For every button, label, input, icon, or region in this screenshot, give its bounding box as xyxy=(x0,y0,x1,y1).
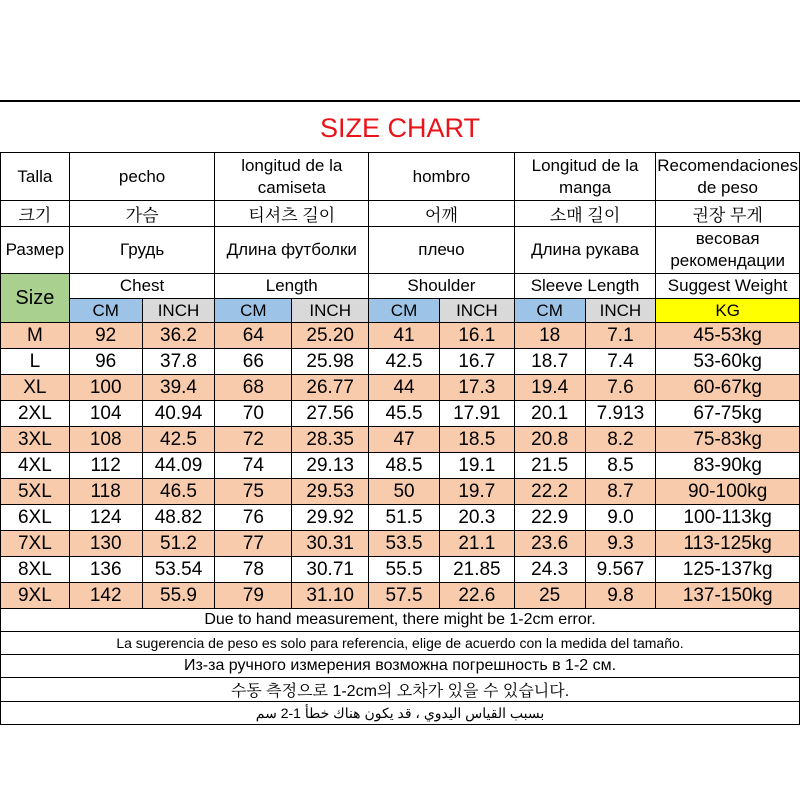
header-row-es xyxy=(1,153,800,201)
header-row-ko xyxy=(1,201,800,227)
size-cell: 3XL xyxy=(1,427,70,453)
header-ru-cell: Длина рукава xyxy=(514,227,656,274)
value-cell: 79 xyxy=(215,583,292,609)
note-row xyxy=(1,678,800,702)
header-es-cell: pecho xyxy=(69,153,215,201)
header-en-cell: Shoulder xyxy=(369,274,515,299)
value-cell: 55.9 xyxy=(142,583,215,609)
value-cell: 74 xyxy=(215,453,292,479)
header-es-cell: Longitud de la manga xyxy=(514,153,656,201)
value-cell: 9.8 xyxy=(585,583,656,609)
value-cell: 7.6 xyxy=(585,375,656,401)
size-cell: 9XL xyxy=(1,583,70,609)
header-es-cell: hombro xyxy=(369,153,515,201)
size-cell: L xyxy=(1,349,70,375)
unit-cell: CM xyxy=(69,299,142,323)
table-row xyxy=(1,323,800,349)
value-cell: 67-75kg xyxy=(656,401,800,427)
value-cell: 96 xyxy=(69,349,142,375)
table-row xyxy=(1,453,800,479)
size-cell: XL xyxy=(1,375,70,401)
value-cell: 21.1 xyxy=(439,531,514,557)
value-cell: 53.5 xyxy=(369,531,440,557)
value-cell: 39.4 xyxy=(142,375,215,401)
unit-cell: INCH xyxy=(439,299,514,323)
value-cell: 108 xyxy=(69,427,142,453)
value-cell: 29.13 xyxy=(292,453,369,479)
value-cell: 76 xyxy=(215,505,292,531)
size-cell: 6XL xyxy=(1,505,70,531)
value-cell: 19.4 xyxy=(514,375,585,401)
note-text: Из-за ручного измерения возможна погрешность в 1-2 см. xyxy=(1,655,800,678)
size-cell: 2XL xyxy=(1,401,70,427)
value-cell: 77 xyxy=(215,531,292,557)
value-cell: 72 xyxy=(215,427,292,453)
value-cell: 25 xyxy=(514,583,585,609)
header-en-cell: Sleeve Length xyxy=(514,274,656,299)
value-cell: 36.2 xyxy=(142,323,215,349)
value-cell: 7.4 xyxy=(585,349,656,375)
size-table xyxy=(0,152,800,725)
note-text: Due to hand measurement, there might be 1-2cm error. xyxy=(1,609,800,632)
note-row xyxy=(1,702,800,725)
value-cell: 7.913 xyxy=(585,401,656,427)
unit-cell: CM xyxy=(514,299,585,323)
value-cell: 83-90kg xyxy=(656,453,800,479)
value-cell: 20.8 xyxy=(514,427,585,453)
table-row xyxy=(1,583,800,609)
header-ko-cell: 티셔츠 길이 xyxy=(215,201,369,227)
value-cell: 50 xyxy=(369,479,440,505)
value-cell: 70 xyxy=(215,401,292,427)
value-cell: 45-53kg xyxy=(656,323,800,349)
note-row xyxy=(1,632,800,655)
value-cell: 47 xyxy=(369,427,440,453)
value-cell: 57.5 xyxy=(369,583,440,609)
value-cell: 24.3 xyxy=(514,557,585,583)
value-cell: 7.1 xyxy=(585,323,656,349)
value-cell: 112 xyxy=(69,453,142,479)
header-ru-cell: Размер xyxy=(1,227,70,274)
value-cell: 27.56 xyxy=(292,401,369,427)
header-ru-cell: весовая рекомендации xyxy=(656,227,800,274)
value-cell: 30.31 xyxy=(292,531,369,557)
header-row-ru xyxy=(1,227,800,274)
value-cell: 66 xyxy=(215,349,292,375)
header-ko-cell: 가슴 xyxy=(69,201,215,227)
note-row xyxy=(1,655,800,678)
value-cell: 124 xyxy=(69,505,142,531)
value-cell: 22.2 xyxy=(514,479,585,505)
value-cell: 136 xyxy=(69,557,142,583)
value-cell: 16.7 xyxy=(439,349,514,375)
size-header: Size xyxy=(1,274,70,323)
value-cell: 44 xyxy=(369,375,440,401)
value-cell: 17.91 xyxy=(439,401,514,427)
unit-row xyxy=(1,299,800,323)
value-cell: 44.09 xyxy=(142,453,215,479)
value-cell: 60-67kg xyxy=(656,375,800,401)
size-cell: 8XL xyxy=(1,557,70,583)
value-cell: 100 xyxy=(69,375,142,401)
size-cell: 4XL xyxy=(1,453,70,479)
value-cell: 137-150kg xyxy=(656,583,800,609)
unit-cell: INCH xyxy=(292,299,369,323)
value-cell: 30.71 xyxy=(292,557,369,583)
header-en-cell: Suggest Weight xyxy=(656,274,800,299)
value-cell: 51.5 xyxy=(369,505,440,531)
value-cell: 48.82 xyxy=(142,505,215,531)
header-row-en xyxy=(1,274,800,299)
value-cell: 42.5 xyxy=(369,349,440,375)
value-cell: 45.5 xyxy=(369,401,440,427)
table-row xyxy=(1,557,800,583)
value-cell: 51.2 xyxy=(142,531,215,557)
table-row xyxy=(1,505,800,531)
value-cell: 48.5 xyxy=(369,453,440,479)
value-cell: 68 xyxy=(215,375,292,401)
value-cell: 25.98 xyxy=(292,349,369,375)
unit-cell: CM xyxy=(369,299,440,323)
header-ru-cell: Грудь xyxy=(69,227,215,274)
value-cell: 64 xyxy=(215,323,292,349)
table-row xyxy=(1,479,800,505)
value-cell: 42.5 xyxy=(142,427,215,453)
header-ko-cell: 크기 xyxy=(1,201,70,227)
value-cell: 92 xyxy=(69,323,142,349)
value-cell: 9.0 xyxy=(585,505,656,531)
unit-cell: INCH xyxy=(142,299,215,323)
header-es-cell: longitud de la camiseta xyxy=(215,153,369,201)
value-cell: 130 xyxy=(69,531,142,557)
value-cell: 22.6 xyxy=(439,583,514,609)
value-cell: 75-83kg xyxy=(656,427,800,453)
value-cell: 78 xyxy=(215,557,292,583)
table-row xyxy=(1,427,800,453)
value-cell: 26.77 xyxy=(292,375,369,401)
value-cell: 75 xyxy=(215,479,292,505)
value-cell: 21.5 xyxy=(514,453,585,479)
value-cell: 8.7 xyxy=(585,479,656,505)
size-cell: M xyxy=(1,323,70,349)
note-text: بسبب القياس اليدوي ، قد يكون هناك خطأ 1-2 سم xyxy=(1,702,800,725)
header-es-cell: Recomendaciones de peso xyxy=(656,153,800,201)
value-cell: 104 xyxy=(69,401,142,427)
value-cell: 113-125kg xyxy=(656,531,800,557)
value-cell: 37.8 xyxy=(142,349,215,375)
header-ru-cell: Длина футболки xyxy=(215,227,369,274)
value-cell: 41 xyxy=(369,323,440,349)
value-cell: 25.20 xyxy=(292,323,369,349)
value-cell: 18.7 xyxy=(514,349,585,375)
header-en-cell: Length xyxy=(215,274,369,299)
value-cell: 8.5 xyxy=(585,453,656,479)
value-cell: 53-60kg xyxy=(656,349,800,375)
value-cell: 29.53 xyxy=(292,479,369,505)
table-row xyxy=(1,401,800,427)
value-cell: 9.3 xyxy=(585,531,656,557)
value-cell: 28.35 xyxy=(292,427,369,453)
size-cell: 5XL xyxy=(1,479,70,505)
value-cell: 118 xyxy=(69,479,142,505)
value-cell: 31.10 xyxy=(292,583,369,609)
value-cell: 142 xyxy=(69,583,142,609)
header-es-cell: Talla xyxy=(1,153,70,201)
header-ru-cell: плечо xyxy=(369,227,515,274)
header-ko-cell: 권장 무게 xyxy=(656,201,800,227)
note-text: 수동 측정으로 1-2cm의 오차가 있을 수 있습니다. xyxy=(1,678,800,702)
value-cell: 19.1 xyxy=(439,453,514,479)
value-cell: 20.1 xyxy=(514,401,585,427)
value-cell: 18.5 xyxy=(439,427,514,453)
value-cell: 46.5 xyxy=(142,479,215,505)
value-cell: 125-137kg xyxy=(656,557,800,583)
chart-title: SIZE CHART xyxy=(0,100,800,152)
header-en-cell: Chest xyxy=(69,274,215,299)
value-cell: 53.54 xyxy=(142,557,215,583)
value-cell: 21.85 xyxy=(439,557,514,583)
size-cell: 7XL xyxy=(1,531,70,557)
value-cell: 22.9 xyxy=(514,505,585,531)
header-ko-cell: 어깨 xyxy=(369,201,515,227)
value-cell: 55.5 xyxy=(369,557,440,583)
value-cell: 18 xyxy=(514,323,585,349)
unit-cell: CM xyxy=(215,299,292,323)
note-row xyxy=(1,609,800,632)
value-cell: 8.2 xyxy=(585,427,656,453)
value-cell: 100-113kg xyxy=(656,505,800,531)
header-ko-cell: 소매 길이 xyxy=(514,201,656,227)
value-cell: 19.7 xyxy=(439,479,514,505)
table-row xyxy=(1,531,800,557)
value-cell: 90-100kg xyxy=(656,479,800,505)
note-text: La sugerencia de peso es solo para referencia, elige de acuerdo con la medida del tamaño. xyxy=(1,632,800,655)
value-cell: 9.567 xyxy=(585,557,656,583)
value-cell: 17.3 xyxy=(439,375,514,401)
value-cell: 16.1 xyxy=(439,323,514,349)
unit-cell: INCH xyxy=(585,299,656,323)
value-cell: 29.92 xyxy=(292,505,369,531)
table-row xyxy=(1,349,800,375)
table-row xyxy=(1,375,800,401)
value-cell: 23.6 xyxy=(514,531,585,557)
unit-cell: KG xyxy=(656,299,800,323)
value-cell: 20.3 xyxy=(439,505,514,531)
value-cell: 40.94 xyxy=(142,401,215,427)
